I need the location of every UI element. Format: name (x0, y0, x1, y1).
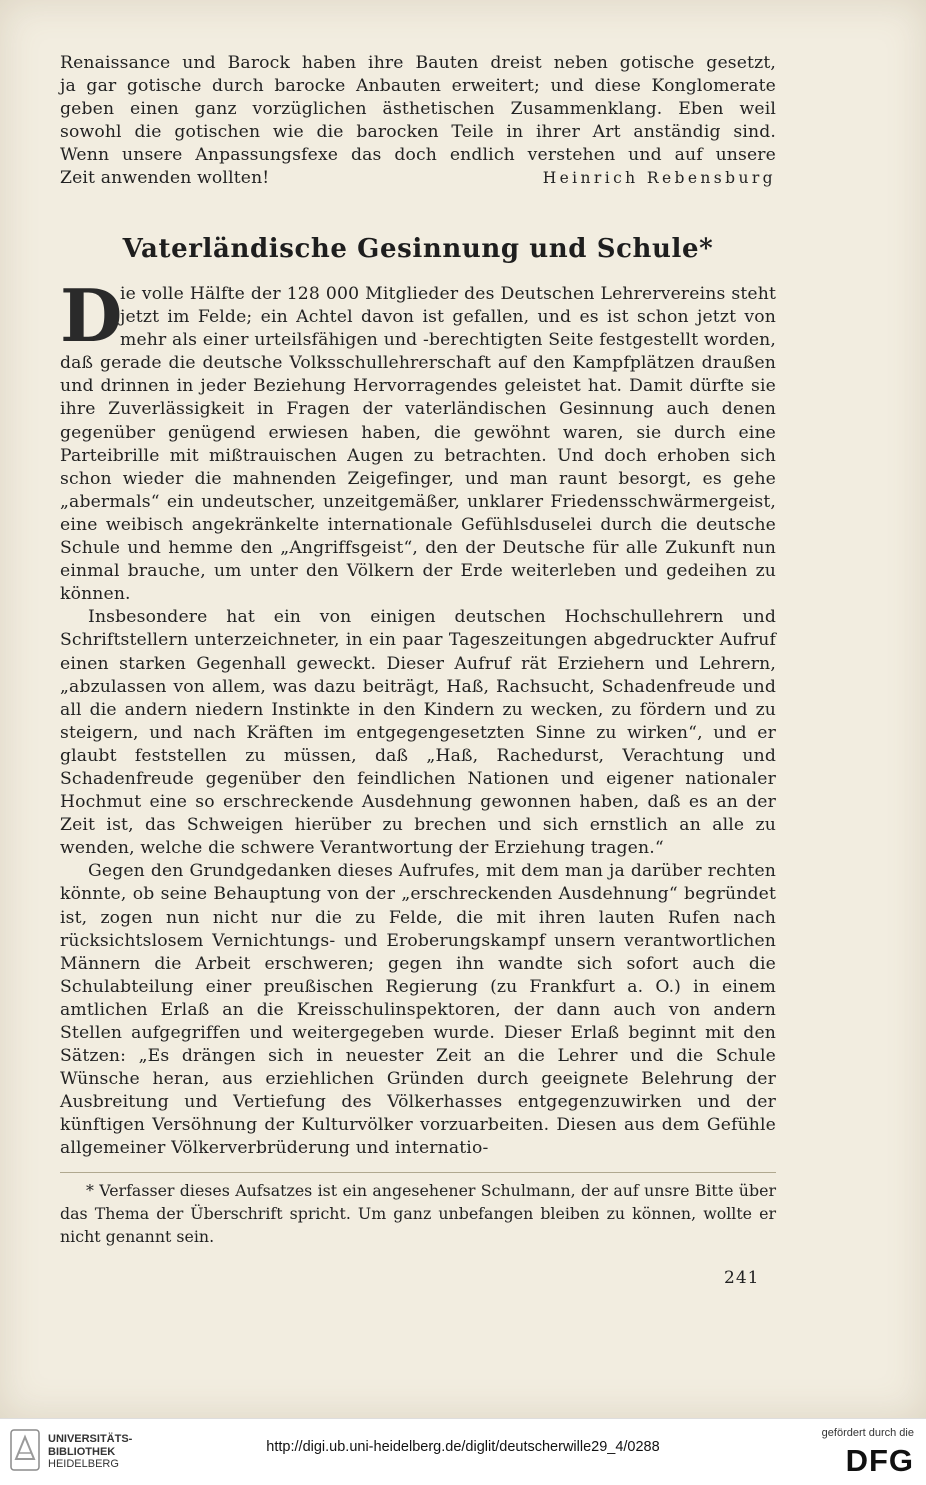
permalink-url[interactable]: http://digi.ub.uni-heidelberg.de/diglit/deutscherwille29_4/0288 (266, 1439, 660, 1455)
intro-line: sowohl die gotischen wie die barocken Teile in ihrer Art anständig sind. (60, 122, 776, 143)
article-paragraph-1 (60, 273, 776, 606)
dfg-logo: DFG (845, 1443, 914, 1478)
article-body (60, 273, 776, 1161)
intro-closing-line (60, 167, 776, 190)
library-line: HEIDELBERG (48, 1458, 119, 1470)
intro-line: Renaissance und Barock haben ihre Bauten dreist neben gotische gesetzt, (60, 53, 776, 73)
footnote (60, 1172, 776, 1248)
viewer-footer (0, 1418, 926, 1485)
footnote-text: * Verfasser dieses Aufsatzes ist ein angesehener Schulmann, der auf unsre Bitte über das Thema der Überschrift spricht. Um ganz unbefangen bleiben zu können, wollte er nicht genannt sein. (60, 1181, 776, 1246)
intro-line: ja gar gotische durch barocke Anbauten erweitert; und diese Konglomerate (60, 76, 776, 97)
funding-note: gefördert durch die (821, 1427, 914, 1439)
intro-line: geben einen ganz vorzüglichen ästhetischen Zusammenklang. Eben weil (60, 99, 776, 120)
intro-last-line: Zeit anwenden wollten! (60, 168, 270, 189)
article-paragraph-2: Insbesondere hat ein von einigen deutschen Hochschullehrern und Schriftstellern unterzeichneter, in ein paar Tageszeitungen abgedruckter Aufruf einen starken Gegenhall geweckt. Dieser Aufruf rät Erziehern und Lehrern, „abzulassen von allem, was dazu beiträgt, Haß, Rachsucht, Schadenfreude und all die andern niedern Instinkte in den Kindern zu wecken, zu fördern und zu steigern, und nach Kräften im entgegengesetzten Sinne zu wirken“, und er glaubt feststellen zu müssen, daß „Haß, Rachedurst, Verachtung und Schadenfreude gegenüber den feindlichen Nationen und eigener nationaler Hochmut eine so erschreckende Ausdehnung gewonnen haben, daß es an der Zeit ist, das Schweigen hierüber zu brechen und sich ernstlich an alle zu wenden, welche die schwere Verantwortung der Erziehung tragen.“ (60, 607, 776, 859)
library-line: BIBLIOTHEK (48, 1445, 116, 1458)
intro-line: Wenn unsere Anpassungsfexe das doch endlich verstehen und auf unsere (60, 145, 776, 166)
page-number: 241 (724, 1268, 760, 1288)
article-heading: Vaterländische Gesinnung und Schule* (122, 234, 714, 264)
drop-cap: D (60, 273, 123, 358)
library-line: UNIVERSITÄTS- (48, 1433, 133, 1445)
author-signature: Heinrich Rebensburg (542, 169, 776, 188)
article-paragraph-3: Gegen den Grundgedanken dieses Aufrufes, mit dem man ja darüber rechten könnte, ob seine Behauptung von der „erschreckenden Ausdehnung“ begründet ist, zogen nun nicht nur die zu Felde, die mit ihren lauten Rufen nach rücksichtslosem Vernichtungs- und Eroberungskampf unsern verantwortlichen Männern die Arbeit erschweren; gegen ihn wandte sich sofort auch die Schulabteilung einer preußischen Regierung (zu Frankfurt a. O.) in einem amtlichen Erlaß an die Kreisschulinspektoren, der dann auch von andern Stellen aufgegriffen und weitergegeben wurde. Dieser Erlaß beginnt mit den Sätzen: „Es drängen sich in neuester Zeit an die Lehrer und die Schule Wünsche heran, aus erziehlichen Gründen durch geeignete Belehrung der Ausbreitung und Vertiefung des Völkerhasses entgegenzuwirken und der künftigen Versöhnung der Kulturvölker vorzuarbeiten. Diesen aus dem Gefühle allgemeiner Völkerverbrüderung und internatio- (60, 861, 776, 1159)
intro-paragraph (60, 52, 776, 191)
paragraph-text: ie volle Hälfte der 128 000 Mitglieder des Deutschen Lehrervereins steht jetzt im Felde; ein Achtel davon ist gefallen, und es ist schon jetzt von mehr als einer urteilsfähigen und -berechtigten Seite festgestellt worden, daß gerade die deutsche Volksschullehrerschaft auf den Kampfplätzen draußen und drinnen in jeder Beziehung Hervorragendes geleistet hat. Damit dürfte sie ihre Zuverlässigkeit in Fragen der vaterländischen Gesinnung auch denen gegenüber genügend erwiesen haben, die gewöhnt waren, sie durch eine Parteibrille mit mißtrauischen Augen zu betrachten. Und doch erhoben sich schon wieder die mahnenden Zeigefinger, und man raunt besorgt, es gehe „abermals“ ein undeutscher, unzeitgemäßer, unklarer Friedensschwärmergeist, eine weibisch angekränkelte internationale Gefühlsduselei durch die deutsche Schule und hemme den „Angriffsgeist“, den der Deutsche für alle Zukunft nun einmal brauche, um unter den Völkern der Erde weiterleben und gedeihen zu können. (60, 284, 776, 605)
